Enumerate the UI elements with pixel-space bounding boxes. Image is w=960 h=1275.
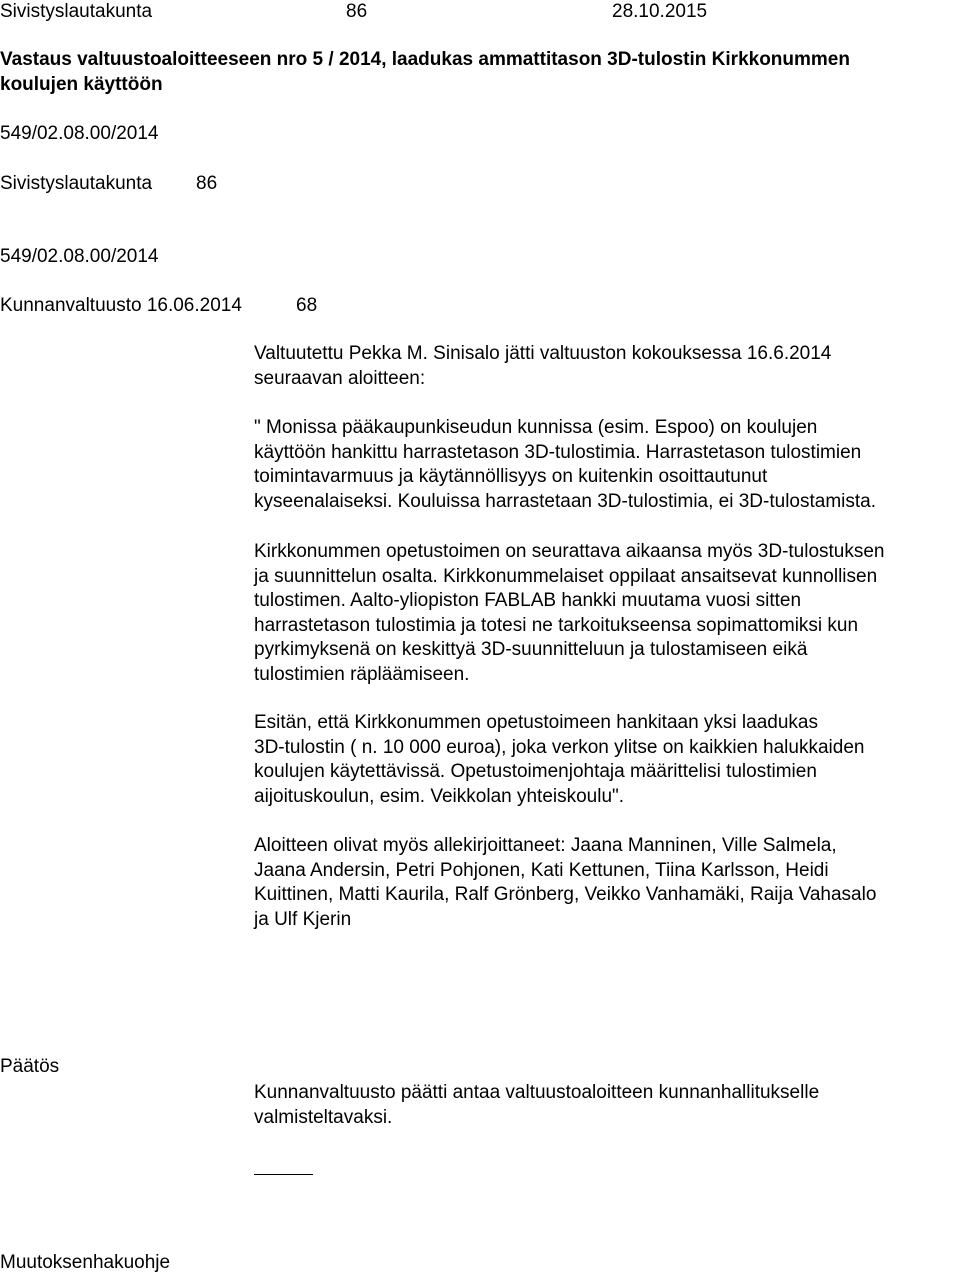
header-date: 28.10.2015 [612, 1, 708, 22]
document-title-line-1: Vastaus valtuustoaloitteeseen nro 5 / 2014, laadukas ammattitason 3D-tulostin Kirkkonummen [0, 49, 850, 70]
history-council: Kunnanvaltuusto 16.06.2014 [0, 295, 242, 316]
decision-label: Päätös [0, 1056, 60, 1077]
history-board: Sivistyslautakunta [0, 173, 153, 194]
history-section-number: 86 [196, 173, 218, 194]
header-section-number: 86 [346, 1, 368, 22]
history-section-number: 68 [296, 295, 318, 316]
intro-paragraph: Valtuutettu Pekka M. Sinisalo jätti valtuuston kokouksessa 16.6.2014 seuraavan aloitteen: [254, 343, 832, 389]
record-number: 549/02.08.00/2014 [0, 246, 159, 267]
separator-line [254, 1174, 313, 1175]
initiative-paragraph-2: Kirkkonummen opetustoimen on seurattava aikaansa myös 3D-tulostuksen ja suunnittelun osalta. Kirkkonummelaiset oppilaat ansaitsevat kunnollisen tulostimen. Aalto-yliopiston FABLAB hankki muutama vuosi sitten harrastetason tulostimia ja totesi ne tarkoitukseensa sopimattomiksi kun pyrkimyksenä on keskittyä 3D-suunnitteluun ja tulostamiseen eikä tulostimien räpläämiseen. [254, 541, 885, 685]
document-title-line-2: koulujen käyttöön [0, 74, 163, 95]
signatories-paragraph: Aloitteen olivat myös allekirjoittaneet: Jaana Manninen, Ville Salmela, Jaana Andersin, Petri Pohjonen, Kati Kettunen, Tiina Karlsson, Heidi Kuittinen, Matti Kaurila, Ralf Grönberg, Veikko Vanhamäki, Raija Vahasalo ja Ulf Kjerin [254, 835, 877, 930]
appeal-instructions-heading: Muutoksenhakuohje [0, 1252, 171, 1273]
initiative-paragraph-1: " Monissa pääkaupunkiseudun kunnissa (esim. Espoo) on koulujen käyttöön hankittu harrastetason 3D-tulostimia. Harrastetason tulostimien toimintavarmuus ja käytännöllisyys on kuitenkin osoittautunut kyseenalaiseksi. Kouluissa harrastetaan 3D-tulostimia, ei 3D-tulostamista. [254, 417, 876, 512]
decision-text: Kunnanvaltuusto päätti antaa valtuustoaloitteen kunnanhallitukselle valmisteltavaksi. [254, 1082, 820, 1128]
header-board: Sivistyslautakunta [0, 1, 153, 22]
initiative-paragraph-3: Esitän, että Kirkkonummen opetustoimeen hankitaan yksi laadukas 3D-tulostin ( n. 10 000 euroa), joka verkon ylitse on kaikkien halukkaiden koulujen käytettävissä. Opetustoimenjohtaja määrittelisi tulostimien aijoituskoulun, esim. Veikkolan yhteiskoulu". [254, 712, 865, 807]
record-number: 549/02.08.00/2014 [0, 123, 159, 144]
